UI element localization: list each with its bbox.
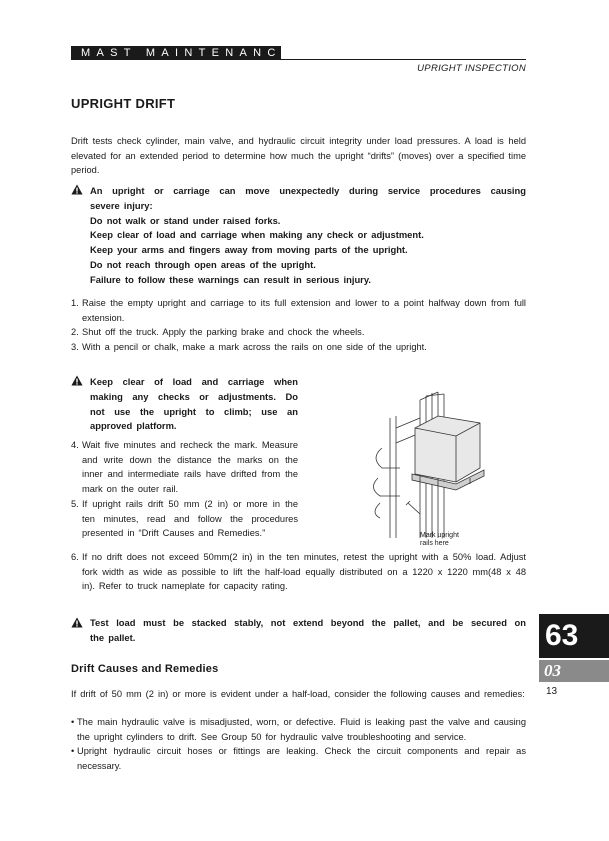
- group-tab: 63: [539, 614, 609, 658]
- list-item: [71, 325, 526, 340]
- caption-line: rails here: [420, 540, 449, 547]
- warning-line: not use the upright to climb; use an: [90, 405, 298, 417]
- list-item: [71, 340, 526, 355]
- step-text: If upright rails drift 50 mm (2 in) or more in the ten minutes, read and follow the procedures presented in “Drift Causes and Remedies.”: [82, 498, 298, 539]
- page-title: UPRIGHT DRIFT: [71, 96, 176, 111]
- step-number: 6.: [71, 552, 79, 562]
- warning-block-2: [71, 375, 83, 386]
- step-text: Wait five minutes and recheck the mark. Measure and write down the distance the marks on the inner and intermediate rails have drifted from the mark on the outer rail.: [82, 440, 298, 495]
- list-item: [71, 744, 526, 773]
- warning-block-3: [71, 617, 83, 628]
- warning-line: Keep clear of load and carriage when: [90, 376, 298, 387]
- warning-icon: [71, 617, 83, 628]
- drift-bullets: [71, 715, 526, 774]
- step-text: Shut off the truck. Apply the parking brake and chock the wheels.: [82, 327, 365, 338]
- warning-text-3: [90, 616, 526, 646]
- upright-illustration: [360, 388, 500, 548]
- step-number: 3.: [71, 342, 79, 353]
- warning-icon: [71, 184, 83, 195]
- subgroup-tab: 03: [539, 660, 609, 682]
- warning-line: severe injury:: [90, 199, 153, 211]
- warning-line: Test load must be stacked stably, not extend beyond the pallet, and be secured on: [90, 617, 526, 628]
- list-item: [71, 438, 298, 497]
- steps-list-b: [71, 438, 298, 541]
- step-number: 1.: [71, 298, 79, 308]
- warning-line: making any checks or adjustments. Do: [90, 390, 298, 402]
- upright-figure: [360, 388, 500, 548]
- warning-line: Keep clear of load and carriage when making any check or adjustment.: [90, 229, 424, 241]
- step-text: With a pencil or chalk, make a mark across the rails on one side of the upright.: [82, 342, 427, 353]
- step-text: Raise the empty upright and carriage to its full extension and lower to a point halfway down from full extension.: [82, 298, 526, 323]
- list-item: [71, 497, 298, 541]
- warning-block-1: [71, 184, 83, 195]
- page-number: 13: [546, 686, 558, 697]
- warning-line: Failure to follow these warnings can result in serious injury.: [90, 273, 371, 285]
- steps-list-c: [71, 550, 526, 594]
- drift-intro: If drift of 50 mm (2 in) or more is evident under a half-load, consider the following causes and remedies:: [71, 689, 525, 699]
- warning-text-1: [90, 184, 526, 288]
- caption-line: Mark upright: [420, 532, 459, 539]
- bullet-text: Upright hydraulic circuit hoses or fittings are leaking. Check the circuit components and repair as necessary.: [77, 746, 526, 772]
- warning-line: Keep your arms and fingers away from moving parts of the upright.: [90, 244, 408, 256]
- section-heading: Drift Causes and Remedies: [71, 663, 219, 675]
- step-number: 5.: [71, 498, 79, 509]
- warning-line: An upright or carriage can move unexpectedly during service procedures causing: [90, 185, 526, 196]
- list-item: [71, 550, 526, 594]
- list-item: [71, 296, 526, 325]
- step-number: 2.: [71, 327, 79, 338]
- warning-icon: [71, 375, 83, 386]
- warning-line: Do not walk or stand under raised forks.: [90, 214, 281, 226]
- section-header: MAST MAINTENANCE: [71, 46, 281, 60]
- steps-list-a: [71, 296, 526, 355]
- bullet-icon: •: [71, 717, 75, 727]
- warning-line: the pallet.: [90, 631, 136, 643]
- subsection-header: UPRIGHT INSPECTION: [417, 63, 526, 74]
- intro-paragraph: Drift tests check cylinder, main valve, and hydraulic circuit integrity under load pressures. A load is held elevated for an extended period to determine how much the upright “drifts” (moves) over a specified time period.: [71, 136, 526, 176]
- step-text: If no drift does not exceed 50mm(2 in) in the ten minutes, retest the upright with a 50% load. Adjust fork width as wide as possible to lift the half-load equally distributed on a 1220 x 1220 mm(48 x 48 in). Refer to truck nameplate for capacity rating.: [82, 552, 526, 592]
- header-rule: [71, 59, 526, 60]
- list-item: [71, 715, 526, 744]
- figure-caption: [420, 532, 459, 548]
- bullet-text: The main hydraulic valve is misadjusted, worn, or defective. Fluid is leaking past the valve and causing the upright cylinders to drift. See Group 50 for hydraulic valve troubleshooting and service.: [77, 717, 526, 742]
- warning-line: Do not reach through open areas of the upright.: [90, 258, 316, 270]
- step-number: 4.: [71, 440, 79, 450]
- warning-text-2: [90, 375, 298, 434]
- bullet-icon: •: [71, 746, 75, 757]
- warning-line: approved platform.: [90, 420, 177, 432]
